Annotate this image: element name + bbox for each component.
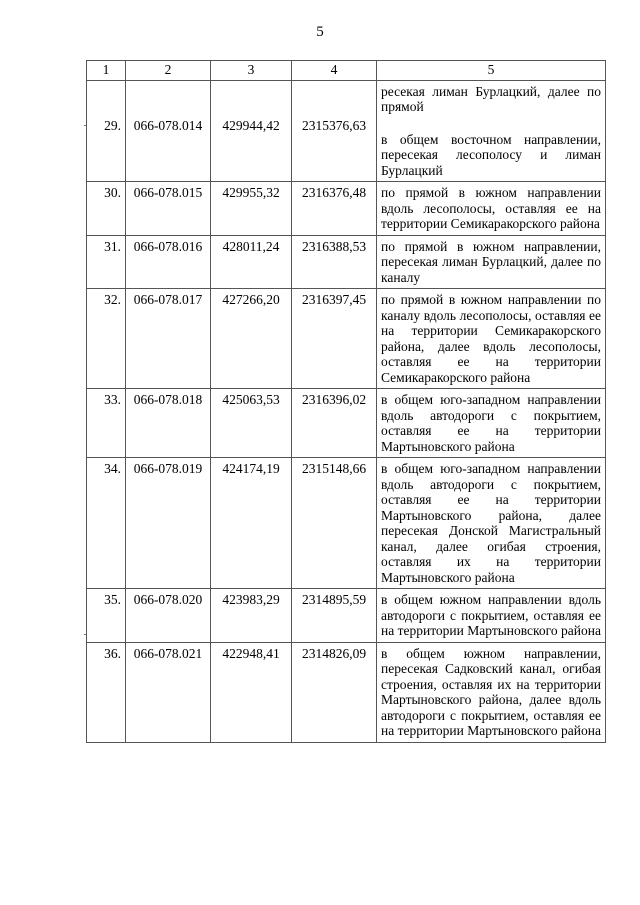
boundary-description: по прямой в южном направлении по каналу вдоль лесополосы, оставляя ее на территории Семикаракорского района, далее вдоль лесополосы, оставляя ее на территории Семикаракорского района <box>377 289 606 389</box>
table-header-row <box>87 61 606 81</box>
point-code: 066-078.020 <box>126 589 211 643</box>
boundary-description: в общем юго-западном направлении вдоль автодороги с покрытием, оставляя ее на территории Мартыновского района, далее пересекая Донской Магистральный канал, далее огибая строения, оставляя их на территории Мартыновского района <box>377 458 606 589</box>
point-code: 066-078.014 <box>126 80 211 182</box>
point-code: 066-078.015 <box>126 182 211 236</box>
coord-y: 2316388,53 <box>292 235 377 289</box>
margin-tick-mark <box>84 125 86 126</box>
page-number: 5 <box>316 24 324 40</box>
point-code: 066-078.018 <box>126 389 211 458</box>
table-row <box>87 182 606 236</box>
coord-y: 2315148,66 <box>292 458 377 589</box>
point-code: 066-078.021 <box>126 642 211 742</box>
boundary-description: по прямой в южном направлении, пересекая лиман Бурлацкий, далее по каналу <box>377 235 606 289</box>
header-col-4: 4 <box>292 61 377 81</box>
point-code: 066-078.016 <box>126 235 211 289</box>
table-row <box>87 80 606 182</box>
header-col-1: 1 <box>87 61 126 81</box>
row-number: 36. <box>87 642 126 742</box>
boundary-points-table <box>86 60 606 743</box>
row-number: 33. <box>87 389 126 458</box>
coord-y: 2315376,63 <box>292 80 377 182</box>
coord-y: 2316376,48 <box>292 182 377 236</box>
coord-x: 428011,24 <box>211 235 292 289</box>
boundary-description: по прямой в южном направлении вдоль лесополосы, оставляя ее на территории Семикаракорского района <box>377 182 606 236</box>
boundary-description: в общем южном направлении, пересекая Садковский канал, огибая строения, оставляя их на территории Мартыновского района, далее вдоль автодороги с покрытием, оставляя ее на территории Мартыновского района <box>377 642 606 742</box>
coord-x: 425063,53 <box>211 389 292 458</box>
boundary-description: ресекая лиман Бурлацкий, далее по прямой в общем восточном направлении, пересекая лесополосу и лиман Бурлацкий <box>377 80 606 182</box>
row-number: 35. <box>87 589 126 643</box>
coord-x: 429944,42 <box>211 80 292 182</box>
table-row <box>87 289 606 389</box>
coord-y: 2316396,02 <box>292 389 377 458</box>
header-col-2: 2 <box>126 61 211 81</box>
coord-x: 427266,20 <box>211 289 292 389</box>
header-col-5: 5 <box>377 61 606 81</box>
coord-x: 424174,19 <box>211 458 292 589</box>
row-number: 31. <box>87 235 126 289</box>
coord-y: 2314826,09 <box>292 642 377 742</box>
table-row <box>87 458 606 589</box>
row-number: 32. <box>87 289 126 389</box>
coord-y: 2316397,45 <box>292 289 377 389</box>
table-row <box>87 389 606 458</box>
coord-x: 423983,29 <box>211 589 292 643</box>
row-number: 34. <box>87 458 126 589</box>
header-col-3: 3 <box>211 61 292 81</box>
row-number: 30. <box>87 182 126 236</box>
table-row <box>87 642 606 742</box>
table-row <box>87 589 606 643</box>
coord-x: 429955,32 <box>211 182 292 236</box>
row-number: 29. <box>87 80 126 182</box>
margin-tick-mark <box>84 634 86 635</box>
boundary-description: в общем юго-западном направлении вдоль автодороги с покрытием, оставляя ее на территории Мартыновского района <box>377 389 606 458</box>
point-code: 066-078.017 <box>126 289 211 389</box>
coord-y: 2314895,59 <box>292 589 377 643</box>
table-row <box>87 235 606 289</box>
continued-description: ресекая лиман Бурлацкий, далее по прямой <box>381 83 601 114</box>
point-code: 066-078.019 <box>126 458 211 589</box>
boundary-description: в общем южном направлении вдоль автодороги с покрытием, оставляя ее на территории Мартыновского района <box>377 589 606 643</box>
coord-x: 422948,41 <box>211 642 292 742</box>
